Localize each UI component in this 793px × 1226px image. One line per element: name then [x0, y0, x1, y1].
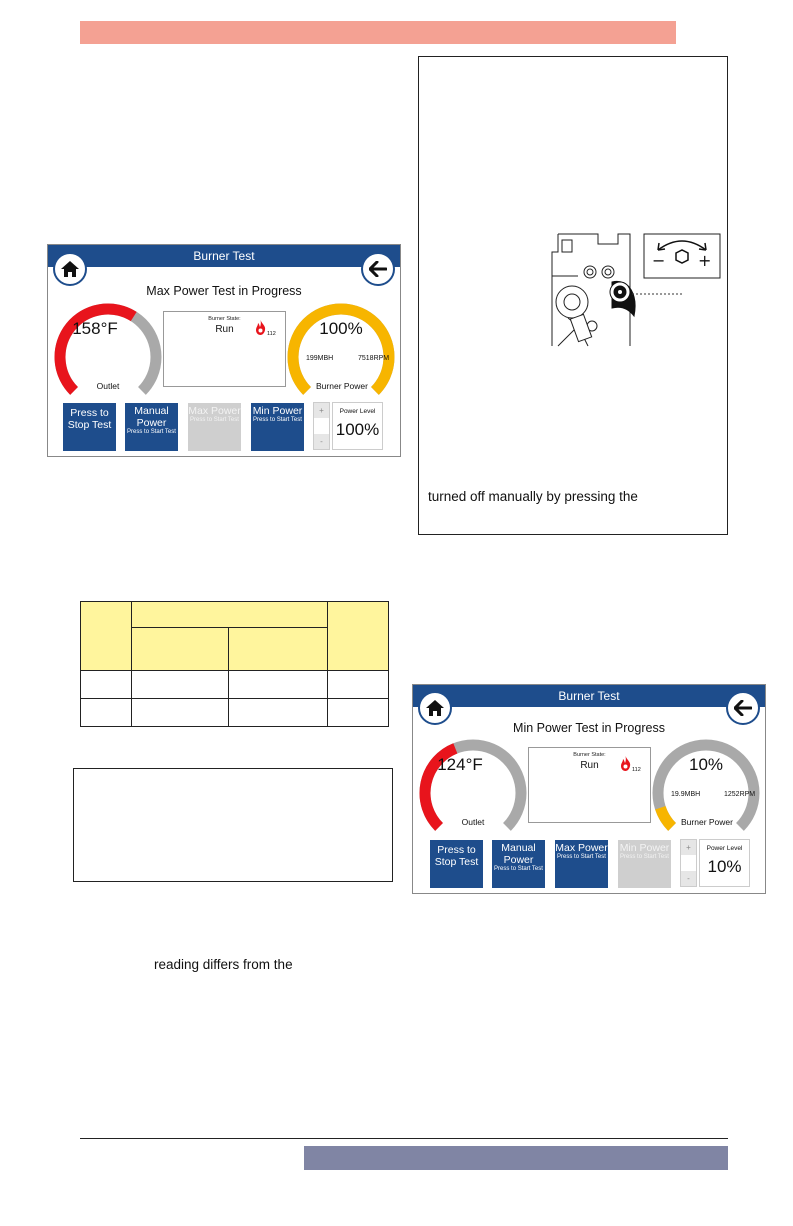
decrease-power-button[interactable]: -	[681, 871, 696, 886]
power-level-stepper	[680, 839, 697, 887]
outlet-temperature: 124°F	[437, 755, 483, 774]
increase-symbol: +	[698, 251, 712, 270]
table-cell	[229, 699, 328, 727]
power-level-label: Power Level	[339, 408, 376, 415]
header-band	[80, 21, 676, 44]
back-button[interactable]	[726, 691, 760, 725]
burner-power-label: Burner Power	[316, 381, 368, 391]
increase-power-button[interactable]: +	[314, 403, 329, 418]
burner-state-label: Burner State:	[208, 316, 241, 322]
burner-power-label: Burner Power	[681, 817, 733, 827]
burner-state-value: Run	[215, 324, 234, 335]
table-row	[81, 671, 389, 699]
flame-icon	[255, 320, 266, 335]
table-cell	[328, 699, 389, 727]
table-cell	[132, 699, 229, 727]
power-level-value: 10%	[707, 857, 742, 876]
mbh-value: 199MBH	[306, 355, 334, 362]
power-level-stepper	[313, 402, 330, 450]
table-header-row	[81, 602, 389, 628]
outlet-label: Outlet	[96, 381, 120, 391]
manual-power-button[interactable]: Manual Power Press to Start Test	[492, 840, 545, 888]
table-row	[81, 699, 389, 727]
turned-off-text: turned off manually by pressing the	[428, 489, 638, 504]
note-box	[73, 768, 393, 882]
rpm-value: 7518RPM	[358, 355, 390, 362]
power-level-box	[332, 402, 383, 450]
burner-state-box	[528, 747, 651, 823]
burner-power-value: 10%	[688, 755, 724, 774]
min-power-button[interactable]: Min Power Press to Start Test	[251, 403, 304, 451]
arrow-left-icon	[369, 261, 387, 277]
table-header-cell	[328, 602, 389, 671]
home-button[interactable]	[418, 691, 452, 725]
power-level-value: 100%	[335, 420, 380, 439]
decrease-symbol: −	[652, 251, 666, 270]
home-icon	[60, 260, 80, 278]
burner-power-value: 100%	[319, 319, 363, 338]
hex-nut-icon	[676, 250, 688, 263]
screen-title: Burner Test	[413, 685, 765, 707]
gauge-fill	[660, 808, 672, 827]
stop-test-button[interactable]: Press to Stop Test	[430, 840, 483, 888]
outlet-temperature: 158°F	[72, 319, 118, 338]
max-power-button[interactable]: Max Power Press to Start Test	[555, 840, 608, 888]
test-status-text: Min Power Test in Progress	[513, 721, 665, 735]
mbh-value: 19.9MBH	[671, 791, 701, 798]
flame-signal-value: 112	[267, 331, 276, 337]
rpm-value: 1252RPM	[724, 791, 756, 798]
outlet-label: Outlet	[461, 817, 485, 827]
footer-rule	[80, 1138, 728, 1139]
min-power-button[interactable]: Min Power Press to Start Test	[618, 840, 671, 888]
footer-band	[304, 1146, 728, 1170]
table-header-cell	[132, 602, 328, 628]
back-button[interactable]	[361, 252, 395, 286]
burner-state-box	[163, 311, 286, 387]
stop-test-button[interactable]: Press to Stop Test	[63, 403, 116, 451]
gas-valve-adjustment-illustration	[548, 226, 728, 350]
reading-differs-text: reading differs from the	[154, 957, 293, 972]
arrow-left-icon	[734, 700, 752, 716]
burner-state-value: Run	[580, 760, 599, 771]
flame-signal-value: 112	[632, 767, 641, 773]
table-cell	[229, 671, 328, 699]
burner-state-label: Burner State:	[573, 752, 606, 758]
table-header-cell	[81, 602, 132, 671]
settings-table	[80, 601, 389, 727]
screen-title: Burner Test	[48, 245, 400, 267]
home-icon	[425, 699, 445, 717]
table-cell	[81, 699, 132, 727]
adjustment-screw	[610, 281, 635, 316]
burner-test-screen-max	[47, 244, 401, 457]
table-cell	[81, 671, 132, 699]
table-cell	[328, 671, 389, 699]
power-level-box	[699, 839, 750, 887]
increase-power-button[interactable]: +	[681, 840, 696, 855]
test-status-text: Max Power Test in Progress	[146, 284, 302, 298]
power-level-label: Power Level	[706, 845, 743, 852]
table-header-cell	[229, 628, 328, 671]
home-button[interactable]	[53, 252, 87, 286]
max-power-button[interactable]: Max Power Press to Start Test	[188, 403, 241, 451]
burner-test-screen-min	[412, 684, 766, 894]
decrease-power-button[interactable]: -	[314, 434, 329, 449]
table-header-cell	[132, 628, 229, 671]
flame-icon	[620, 756, 631, 771]
manual-power-button[interactable]: Manual Power Press to Start Test	[125, 403, 178, 451]
table-cell	[132, 671, 229, 699]
